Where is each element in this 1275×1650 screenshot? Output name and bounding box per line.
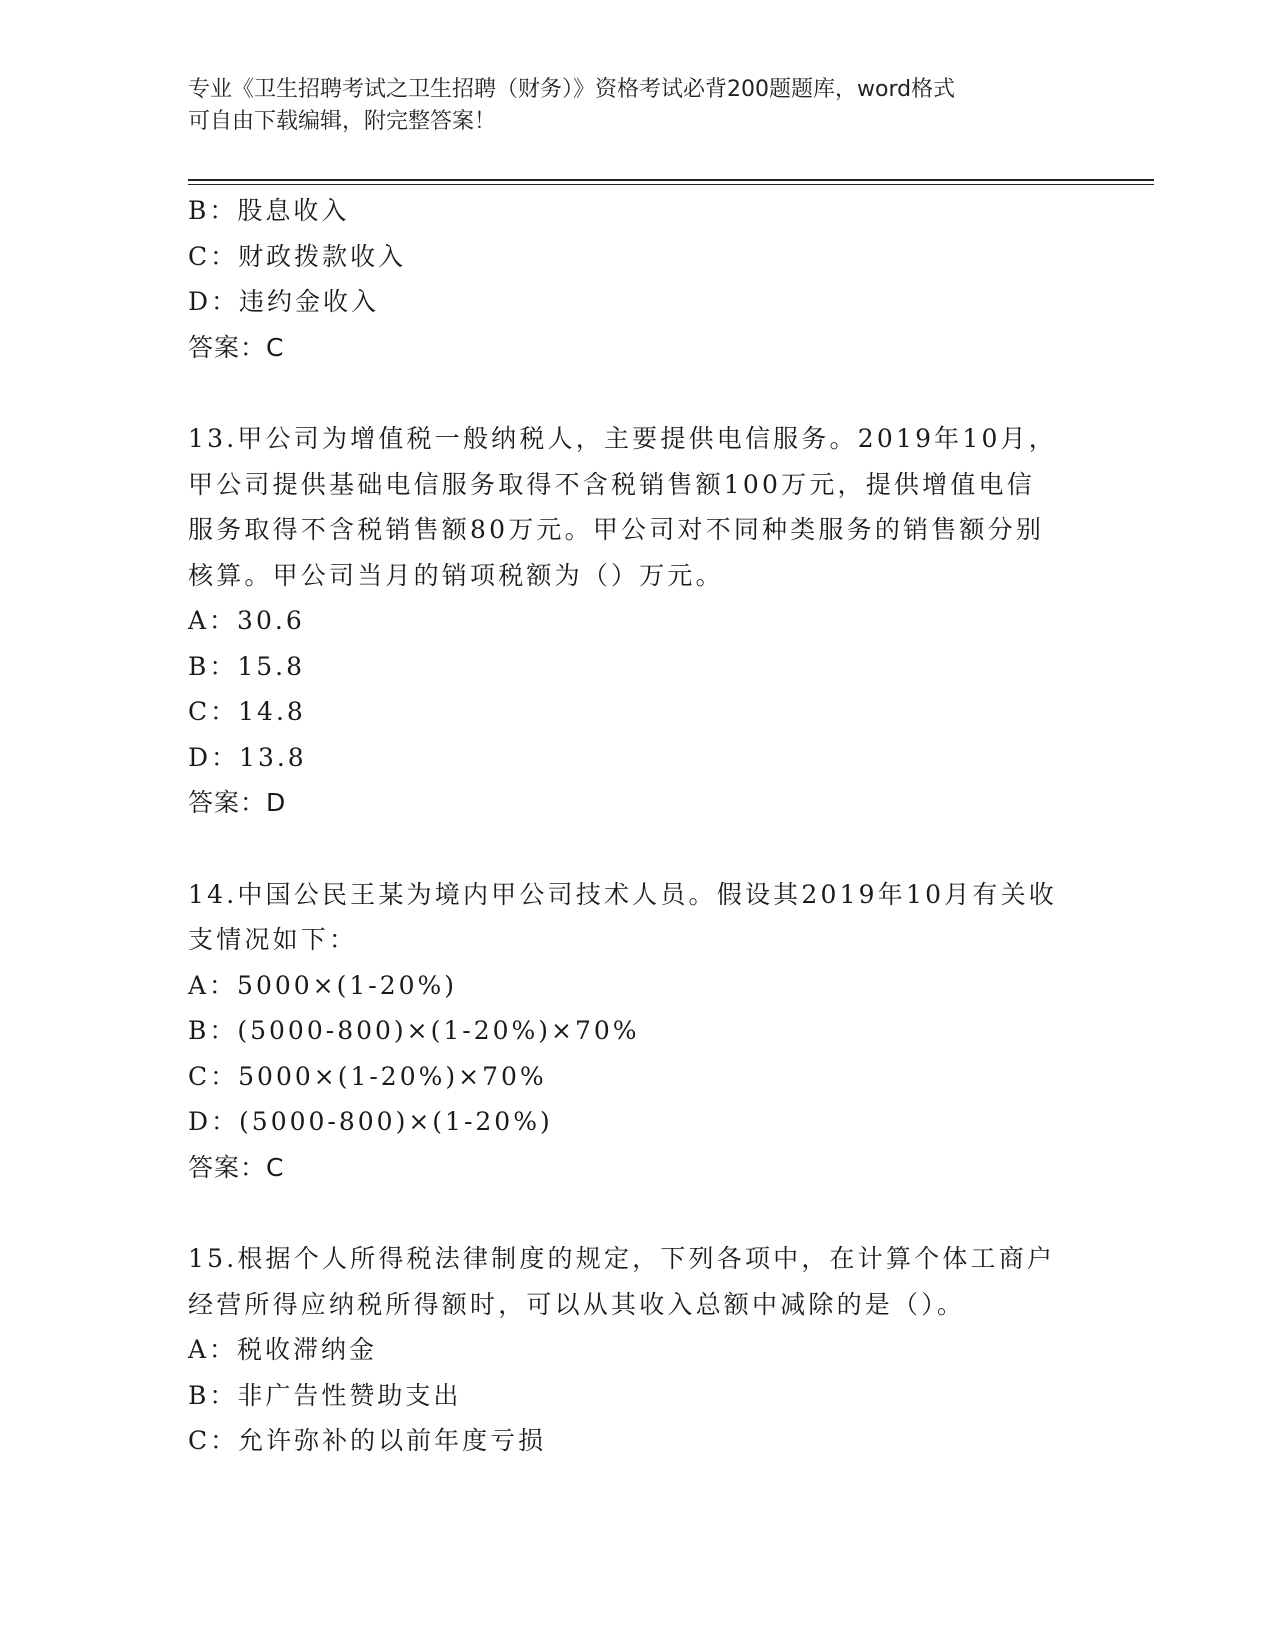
question-text-line: 甲公司提供基础电信服务取得不含税销售额100万元，提供增值电信 xyxy=(188,469,1035,499)
question-text-line: 15.根据个人所得税法律制度的规定，下列各项中，在计算个体工商户 xyxy=(188,1244,1056,1273)
answer-line: 答案：C xyxy=(188,1152,285,1182)
header-divider-thin xyxy=(188,184,1154,185)
question-text-line: 14.中国公民王某为境内甲公司技术人员。假设其2019年10月有关收 xyxy=(188,879,1057,909)
option-b: B：非广告性赞助支出 xyxy=(188,1380,462,1410)
option-b: B：15.8 xyxy=(188,651,306,681)
question-text-line: 核算。甲公司当月的销项税额为（）万元。 xyxy=(188,560,724,590)
option-c: C：允许弥补的以前年度亏损 xyxy=(188,1426,547,1455)
answer-line: 答案：C xyxy=(188,332,285,362)
question-14 xyxy=(188,872,1088,1191)
question-text-line: 支情况如下： xyxy=(188,925,358,954)
document-body xyxy=(188,188,1088,1464)
option-b: B：股息收入 xyxy=(188,196,350,225)
option-d: D：(5000-800)×(1-20%) xyxy=(188,1107,553,1136)
question-12-tail xyxy=(188,188,1088,370)
option-b: B：(5000-800)×(1-20%)×70% xyxy=(188,1016,640,1045)
option-c: C：14.8 xyxy=(188,697,306,726)
option-a: A：税收滞纳金 xyxy=(188,1335,378,1364)
option-a: A：30.6 xyxy=(188,606,305,635)
question-text-line: 13.甲公司为增值税一般纳税人，主要提供电信服务。2019年10月， xyxy=(188,424,1057,453)
header-divider-thick xyxy=(188,179,1154,181)
header-title-line-2: 可自由下载编辑，附完整答案！ xyxy=(188,109,497,134)
option-d: D：13.8 xyxy=(188,742,307,772)
question-13 xyxy=(188,416,1088,826)
option-c: C：5000×(1-20%)×70% xyxy=(188,1061,547,1091)
document-header xyxy=(188,74,1088,138)
option-d: D：违约金收入 xyxy=(188,287,380,316)
header-title-line-1: 专业《卫生招聘考试之卫生招聘（财务）》资格考试必背200题题库，word格式 xyxy=(188,77,956,102)
question-15 xyxy=(188,1236,1088,1464)
question-text-line: 经营所得应纳税所得额时，可以从其收入总额中减除的是（）。 xyxy=(188,1289,966,1319)
option-c: C：财政拨款收入 xyxy=(188,241,407,271)
question-text-line: 服务取得不含税销售额80万元。甲公司对不同种类服务的销售额分别 xyxy=(188,515,1045,544)
option-a: A：5000×(1-20%) xyxy=(188,970,458,1000)
answer-line: 答案：D xyxy=(188,788,287,817)
